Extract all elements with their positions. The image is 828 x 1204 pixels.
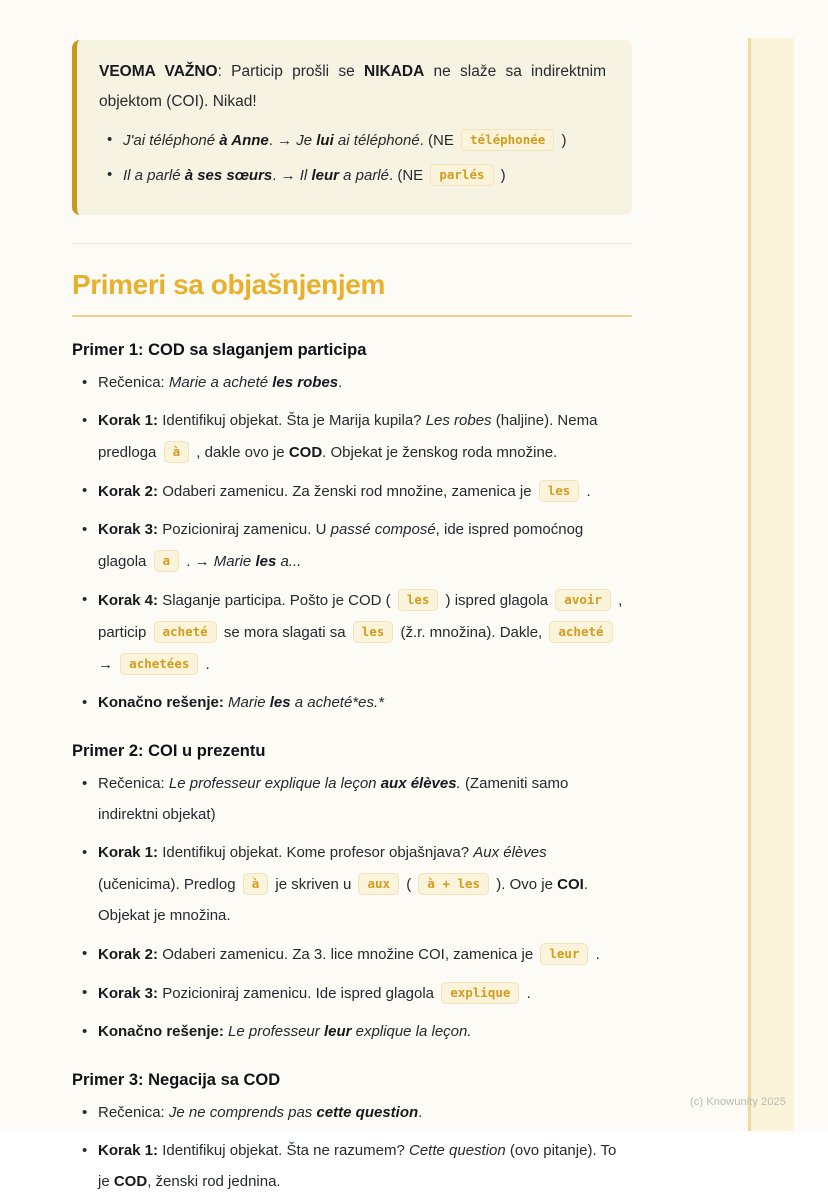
text-segment: Aux élèves <box>473 844 547 861</box>
text-segment: , particip <box>98 592 623 641</box>
text-segment: Slaganje participa. Pošto je COD ( <box>158 592 395 609</box>
text-segment: cette question <box>316 1104 419 1121</box>
text-segment: ). Ovo je <box>492 876 558 893</box>
text-segment: Je ne comprends pas <box>168 1104 317 1121</box>
callout-list-item <box>123 125 606 156</box>
text-segment: les robes <box>272 374 339 391</box>
inline-code-chip: les <box>398 589 439 611</box>
text-segment: aux élèves <box>380 775 457 792</box>
text-segment: . Objekat je množina. <box>98 876 588 924</box>
inline-code-chip: à <box>164 441 190 463</box>
text-segment: . <box>591 946 600 963</box>
inline-code-chip: à + les <box>418 873 489 895</box>
text-segment: Korak 2: <box>98 946 159 963</box>
examples-sections <box>72 341 632 1197</box>
text-segment: Identifikuj objekat. Šta ne razumem? <box>158 1142 409 1159</box>
text-segment: Odaberi zamenicu. Za ženski rod množine, zamenica je <box>158 483 536 500</box>
inline-code-chip: les <box>353 621 394 643</box>
list-item <box>98 1097 632 1128</box>
bullet-list <box>72 768 632 1047</box>
inline-code-chip: achetées <box>120 653 198 675</box>
text-segment: . → <box>272 167 300 184</box>
text-segment: → <box>98 656 118 673</box>
inline-code-chip: à <box>243 873 269 895</box>
list-item <box>98 514 632 577</box>
inline-code-chip: leur <box>540 943 588 965</box>
text-segment: COD <box>113 1173 148 1190</box>
text-segment: . <box>456 775 465 792</box>
section-divider <box>72 243 632 244</box>
text-segment: . <box>201 656 210 673</box>
text-segment: Il a parlé <box>123 167 185 184</box>
text-segment: ) <box>496 167 506 184</box>
text-segment: à Anne <box>219 132 269 149</box>
text-segment: . <box>522 985 531 1002</box>
text-segment: NIKADA <box>364 63 425 80</box>
text-segment: . → <box>182 553 214 570</box>
text-segment: . (NE <box>389 167 428 184</box>
watermark: (c) Knowunity 2025 <box>690 1096 786 1108</box>
heading-underline <box>72 315 632 317</box>
text-segment: Konačno rešenje: <box>98 694 229 711</box>
inline-code-chip: a <box>154 550 180 572</box>
text-segment: ai téléphoné <box>333 132 420 149</box>
text-segment: Il <box>299 167 312 184</box>
section-title: Primer 3: Negacija sa COD <box>72 1071 281 1089</box>
text-segment: Korak 3: <box>98 985 159 1002</box>
text-segment: COI <box>557 876 584 893</box>
text-segment: (ovo pitanje). To je <box>98 1142 617 1190</box>
callout-list-item <box>123 160 606 191</box>
inline-code-chip: avoir <box>555 589 611 611</box>
text-segment: . <box>582 483 591 500</box>
text-segment: Marie <box>228 694 270 711</box>
inline-code-chip: acheté <box>549 621 612 643</box>
text-segment: Identifikuj objekat. Šta je Marija kupila? <box>158 412 426 429</box>
text-segment: a acheté*es.* <box>290 694 384 711</box>
text-segment: se mora slagati sa <box>219 624 350 641</box>
text-segment: Konačno rešenje: <box>98 1023 229 1040</box>
text-segment: ( <box>402 876 416 893</box>
text-segment: Korak 2: <box>98 483 159 500</box>
important-callout <box>72 40 632 215</box>
text-segment: a parlé <box>338 167 389 184</box>
text-segment: (ž.r. množina). Dakle, <box>396 624 547 641</box>
text-segment: Je <box>296 132 317 149</box>
text-segment: à ses sœurs <box>184 167 273 184</box>
text-segment: Les robes <box>425 412 492 429</box>
list-item <box>98 405 632 468</box>
section-title: Primer 1: COD sa slaganjem participa <box>72 341 367 359</box>
text-segment: Le professeur explique la leçon <box>168 775 381 792</box>
callout-list <box>99 125 606 191</box>
text-segment: Le professeur <box>228 1023 324 1040</box>
text-segment: leur <box>323 1023 352 1040</box>
text-segment: . <box>338 374 343 391</box>
text-segment: , ide ispred pomoćnog glagola <box>98 521 584 570</box>
text-segment: VEOMA VAŽNO <box>99 63 218 80</box>
inline-code-chip: acheté <box>154 621 217 643</box>
page-edge-strip <box>748 38 794 1131</box>
list-item <box>98 475 632 507</box>
text-segment: ) ispred glagola <box>441 592 553 609</box>
text-segment: les <box>255 553 277 570</box>
list-item <box>98 687 632 718</box>
section-title: Primer 2: COI u prezentu <box>72 742 266 760</box>
text-segment: Odaberi zamenicu. Za 3. lice množine COI, zamenica je <box>158 946 538 963</box>
text-segment: ) <box>557 132 567 149</box>
text-segment: lui <box>316 132 334 149</box>
text-segment: COD <box>288 444 323 461</box>
text-segment: a... <box>276 553 302 570</box>
text-segment: je skriven u <box>271 876 356 893</box>
text-segment: les <box>269 694 291 711</box>
text-segment: . <box>418 1104 423 1121</box>
text-segment: (Zameniti samo indirektni objekat) <box>98 775 569 823</box>
list-item <box>98 977 632 1009</box>
text-segment: . → <box>268 132 297 149</box>
text-segment: Korak 1: <box>98 1142 159 1159</box>
callout-paragraph <box>99 57 606 117</box>
text-segment: , ženski rod jednina. <box>147 1173 281 1190</box>
list-item <box>98 1135 632 1197</box>
bullet-list <box>72 367 632 718</box>
text-segment: Identifikuj objekat. Kome profesor objašnjava? <box>158 844 474 861</box>
text-segment: (učenicima). Predlog <box>98 876 240 893</box>
text-segment: Marie <box>213 553 256 570</box>
text-segment: Marie a acheté <box>168 374 273 391</box>
list-item <box>98 837 632 931</box>
text-segment: Pozicioniraj zamenicu. U <box>158 521 331 538</box>
page-title: Primeri sa objašnjenjem <box>72 269 385 300</box>
inline-code-chip: téléphonée <box>461 129 554 151</box>
text-segment: Rečenica: <box>98 775 169 792</box>
text-segment: : Particip prošli se <box>217 63 364 80</box>
text-segment: . Objekat je ženskog roda množine. <box>322 444 558 461</box>
list-item <box>98 584 632 680</box>
list-item <box>98 938 632 970</box>
text-segment: passé composé <box>330 521 436 538</box>
text-segment: Rečenica: <box>98 374 169 391</box>
text-segment: Korak 1: <box>98 844 159 861</box>
text-segment: leur <box>311 167 339 184</box>
text-segment: Rečenica: <box>98 1104 169 1121</box>
text-segment: Pozicioniraj zamenicu. Ide ispred glagola <box>158 985 439 1002</box>
list-item <box>98 768 632 830</box>
text-segment: Korak 4: <box>98 592 159 609</box>
document-content <box>72 40 632 1204</box>
text-segment: Korak 3: <box>98 521 159 538</box>
text-segment: Cette question <box>409 1142 506 1159</box>
inline-code-chip: parlés <box>430 164 493 186</box>
inline-code-chip: aux <box>358 873 399 895</box>
text-segment: (haljine). Nema predloga <box>98 412 598 461</box>
inline-code-chip: explique <box>441 982 519 1004</box>
inline-code-chip: les <box>539 480 580 502</box>
bullet-list <box>72 1097 632 1197</box>
text-segment: explique la leçon. <box>351 1023 472 1040</box>
text-segment: ne slaže sa indirektnim objektom (COI). Nikad! <box>99 63 606 110</box>
list-item <box>98 1016 632 1047</box>
text-segment: . (NE <box>419 132 459 149</box>
list-item <box>98 367 632 398</box>
text-segment: , dakle ovo je <box>192 444 289 461</box>
text-segment: Korak 1: <box>98 412 159 429</box>
text-segment: J'ai téléphoné <box>123 132 220 149</box>
